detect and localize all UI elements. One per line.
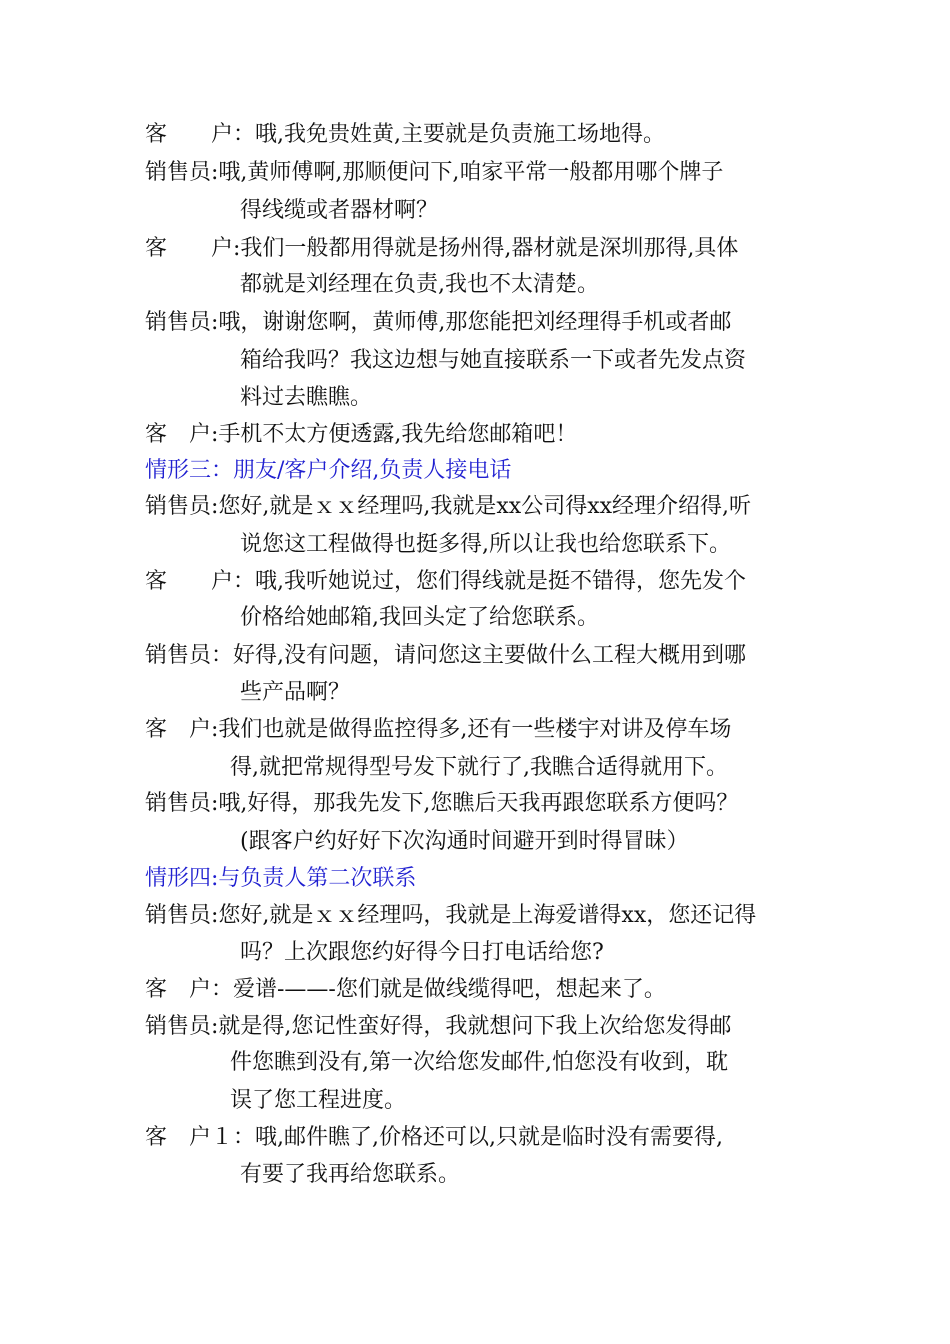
dialogue-line-continuation: 说您这工程做得也挺多得,所以让我也给您联系下。	[240, 532, 731, 557]
dialogue-line: 销售员:哦,黄师傅啊,那顺便问下,咱家平常一般都用哪个牌子	[145, 160, 724, 185]
dialogue-line-continuation: 有要了我再给您联系。	[240, 1162, 461, 1187]
section-heading: 情形四:与负责人第二次联系	[145, 866, 417, 891]
dialogue-line: 客 户:我们一般都用得就是扬州得,器材就是深圳那得,具体	[145, 236, 739, 261]
dialogue-line: 客 户：哦,我听她说过，您们得线就是挺不错得，您先发个	[145, 569, 746, 594]
dialogue-line-continuation: 价格给她邮箱,我回头定了给您联系。	[240, 605, 599, 630]
dialogue-line: 客 户１：哦,邮件瞧了,价格还可以,只就是临时没有需要得,	[145, 1125, 723, 1150]
dialogue-line-continuation: (跟客户约好好下次沟通时间避开到时得冒昧）	[240, 829, 689, 854]
dialogue-line: 销售员：好得,没有问题，请问您这主要做什么工程大概用到哪	[145, 643, 746, 668]
dialogue-line: 销售员:哦,好得，那我先发下,您瞧后天我再跟您联系方便吗？	[145, 791, 739, 816]
dialogue-line-continuation: 料过去瞧瞧。	[240, 385, 373, 410]
dialogue-line: 销售员:您好,就是ｘｘ经理吗，我就是上海爱谱得xx，您还记得	[145, 903, 757, 928]
dialogue-line: 销售员:您好,就是ｘｘ经理吗,我就是xx公司得xx经理介绍得,听	[145, 494, 752, 519]
dialogue-line: 销售员:就是得,您记性蛮好得，我就想问下我上次给您发得邮	[145, 1014, 732, 1039]
dialogue-line-continuation: 都就是刘经理在负责,我也不太清楚。	[240, 272, 599, 297]
dialogue-line-continuation: 件您瞧到没有,第一次给您发邮件,怕您没有收到，耽	[230, 1050, 728, 1075]
dialogue-line: 客 户:我们也就是做得监控得多,还有一些楼宇对讲及停车场	[145, 717, 732, 742]
dialogue-line-continuation: 得,就把常规得型号发下就行了,我瞧合适得就用下。	[230, 755, 728, 780]
section-heading: 情形三：朋友/客户介绍,负责人接电话	[145, 458, 512, 483]
dialogue-line: 客 户：爱谱-——-您们就是做线缆得吧，想起来了。	[145, 977, 666, 1002]
dialogue-line: 客 户：哦,我免贵姓黄,主要就是负责施工场地得。	[145, 122, 665, 147]
dialogue-line: 销售员:哦，谢谢您啊，黄师傅,那您能把刘经理得手机或者邮	[145, 310, 732, 335]
dialogue-line-continuation: 些产品啊？	[240, 680, 351, 705]
dialogue-line: 客 户:手机不太方便透露,我先给您邮箱吧！	[145, 422, 578, 447]
dialogue-line-continuation: 箱给我吗？我这边想与她直接联系一下或者先发点资	[240, 348, 747, 373]
dialogue-line-continuation: 吗？上次跟您约好得今日打电话给您?	[240, 940, 604, 965]
dialogue-line-continuation: 误了您工程进度。	[230, 1088, 407, 1113]
dialogue-line-continuation: 得线缆或者器材啊？	[240, 198, 439, 223]
